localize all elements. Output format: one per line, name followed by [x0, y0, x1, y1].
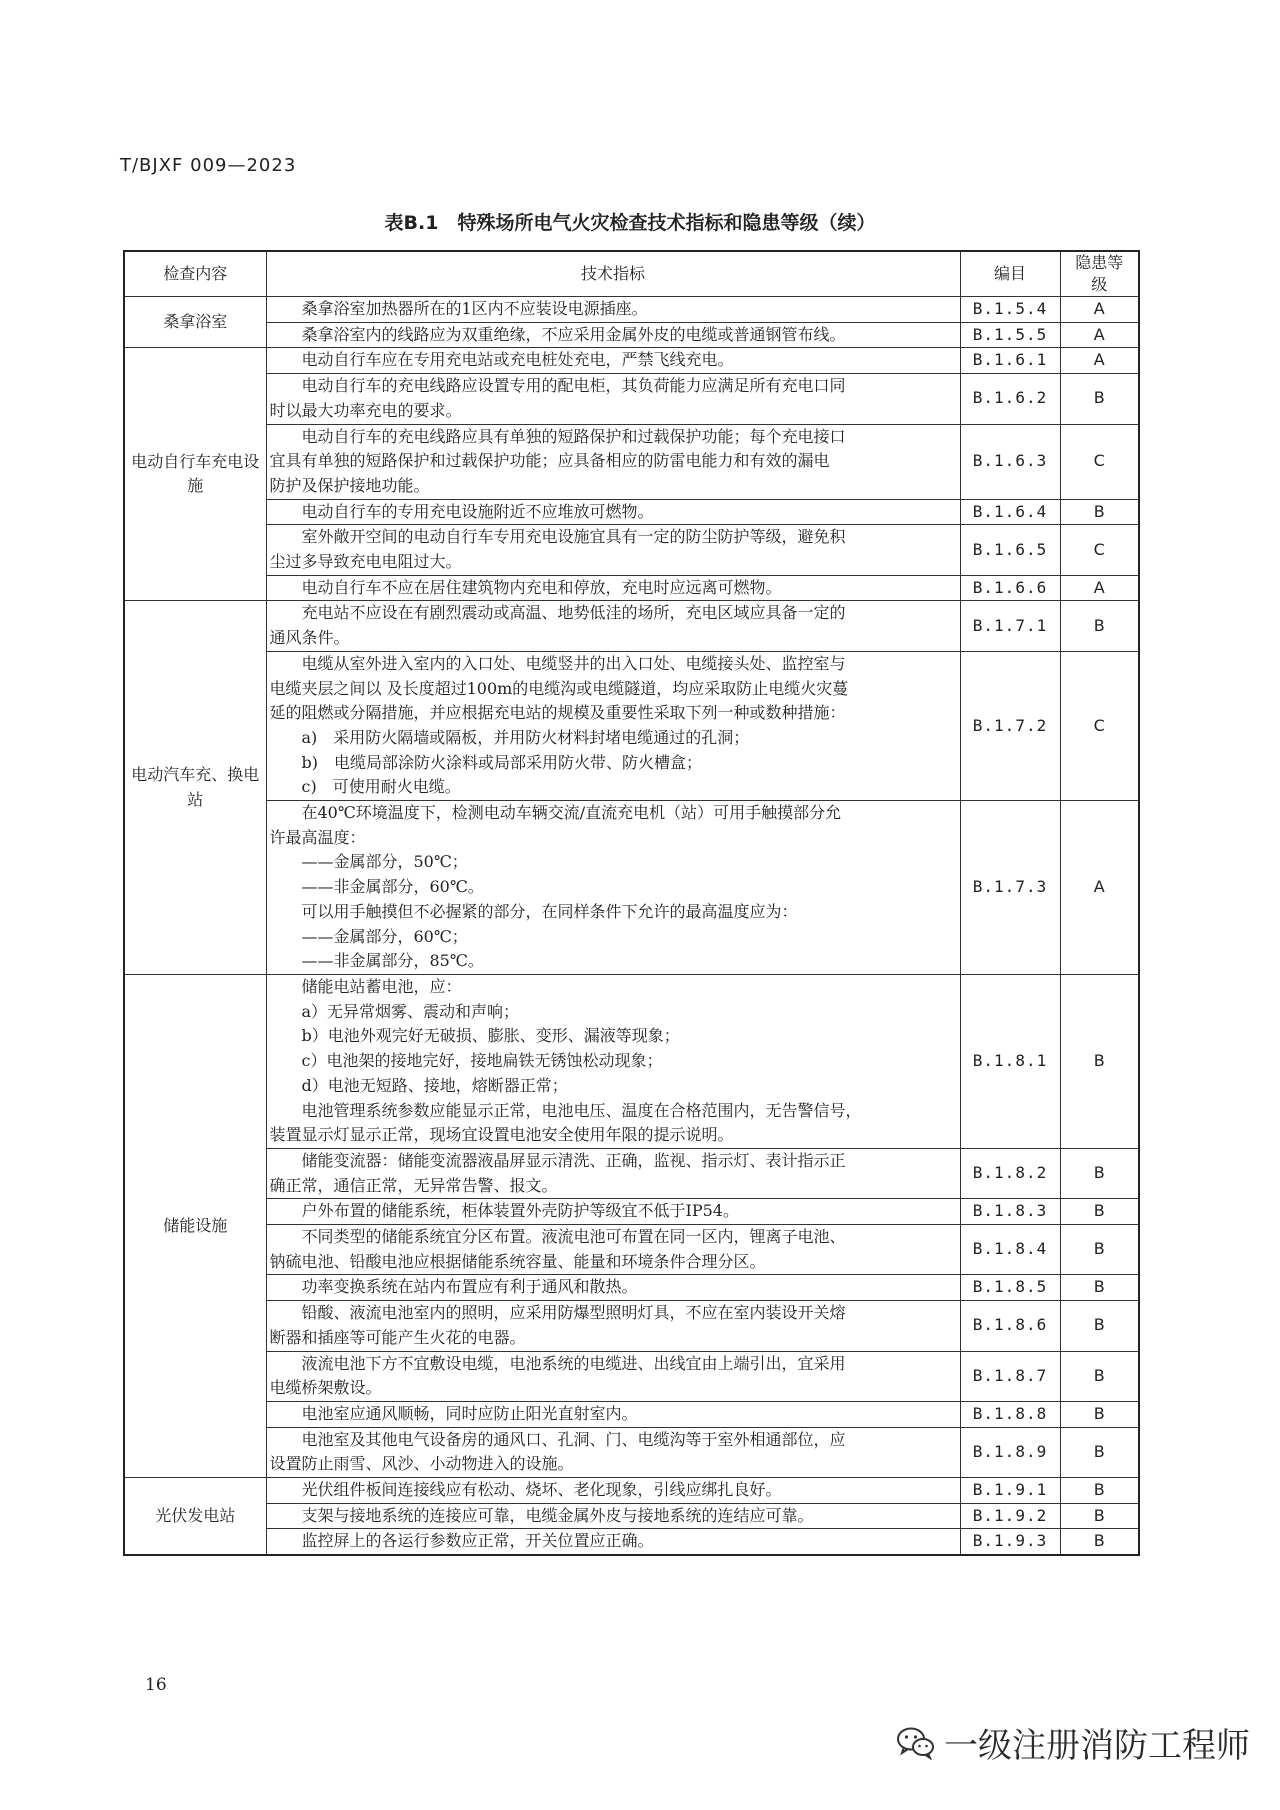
code-cell: B.1.8.8 — [960, 1401, 1060, 1427]
category-cell: 光伏发电站 — [124, 1478, 266, 1556]
indicator-cell — [266, 601, 960, 651]
header-level-label: 隐患等级 — [1075, 253, 1124, 294]
wechat-icon — [896, 1726, 936, 1760]
indicator-line: 时以最大功率充电的要求。 — [269, 400, 462, 420]
level-cell: B — [1060, 1427, 1139, 1477]
indicator-cell — [266, 801, 960, 975]
table-body — [124, 297, 1139, 1556]
category-cell: 电动自行车充电设施 — [124, 348, 266, 601]
indicator-line: c）电池架的接地完好，接地扁铁无锈蚀松动现象； — [269, 1051, 663, 1071]
level-cell: B — [1060, 1503, 1139, 1529]
code-cell: B.1.9.3 — [960, 1529, 1060, 1555]
code-cell: B.1.8.4 — [960, 1225, 1060, 1275]
spec-table — [123, 250, 1140, 1556]
table-row — [124, 1478, 1139, 1504]
code-cell: B.1.5.4 — [960, 297, 1060, 323]
indicator-cell — [266, 1529, 960, 1555]
level-cell: A — [1060, 348, 1139, 374]
indicator-line: 尘过多导致充电电阻过大。 — [269, 552, 462, 572]
indicator-line: 功率变换系统在站内布置应有利于通风和散热。 — [269, 1277, 638, 1297]
level-cell: B — [1060, 1148, 1139, 1198]
indicator-line: ——非金属部分，60℃。 — [269, 877, 484, 897]
indicator-line: 延的阻燃或分隔措施，并应根据充电站的规模及重要性采取下列一种或数种措施： — [269, 703, 846, 723]
table-header-row — [124, 251, 1139, 297]
indicator-line: 光伏组件板间连接线应有松动、烧坏、老化现象，引线应绑扎良好。 — [269, 1480, 782, 1500]
level-cell: B — [1060, 1351, 1139, 1401]
indicator-line: c) 可使用耐火电缆。 — [269, 777, 461, 797]
indicator-line: ——金属部分，60℃； — [269, 926, 468, 946]
code-cell: B.1.7.3 — [960, 801, 1060, 975]
indicator-line: a) 采用防火隔墙或隔板，并用防火材料封堵电缆通过的孔洞； — [269, 727, 750, 747]
indicator-line: 宜具有单独的短路保护和过载保护功能；应具备相应的防雷电能力和有效的漏电 — [269, 451, 830, 471]
indicator-line: 设置防止雨雪、风沙、小动物进入的设施。 — [269, 1454, 574, 1474]
level-cell: B — [1060, 1301, 1139, 1351]
indicator-cell — [266, 374, 960, 424]
indicator-line: 确正常，通信正常，无异常告警、报文。 — [269, 1175, 558, 1195]
level-cell: C — [1060, 525, 1139, 575]
indicator-line: 电缆从室外进入室内的入口处、电缆竖井的出入口处、电缆接头处、监控室与 — [269, 653, 846, 673]
indicator-line: 电缆桥架敷设。 — [269, 1378, 382, 1398]
table-row — [124, 1351, 1139, 1401]
indicator-cell — [266, 1503, 960, 1529]
indicator-line: b）电池外观完好无破损、膨胀、变形、漏液等现象； — [269, 1026, 680, 1046]
indicator-line: 电动自行车的充电线路应设置专用的配电柜，其负荷能力应满足所有充电口同 — [269, 376, 846, 396]
level-cell: A — [1060, 297, 1139, 323]
code-cell: B.1.9.1 — [960, 1478, 1060, 1504]
indicator-line: 不同类型的储能系统宜分区布置。液流电池可布置在同一区内，锂离子电池、 — [269, 1227, 846, 1247]
indicator-cell — [266, 651, 960, 800]
level-cell: B — [1060, 374, 1139, 424]
table-row — [124, 1503, 1139, 1529]
code-cell: B.1.6.6 — [960, 575, 1060, 601]
code-cell: B.1.8.7 — [960, 1351, 1060, 1401]
code-cell: B.1.7.1 — [960, 601, 1060, 651]
table-row — [124, 1401, 1139, 1427]
watermark — [896, 1718, 1250, 1767]
indicator-cell — [266, 1148, 960, 1198]
indicator-cell — [266, 1225, 960, 1275]
indicator-line: 装置显示灯显示正常，现场宜设置电池安全使用年限的提示说明。 — [269, 1125, 734, 1145]
level-cell: B — [1060, 1199, 1139, 1225]
indicator-cell — [266, 1199, 960, 1225]
table-row — [124, 424, 1139, 499]
indicator-line: 可以用手触摸但不必握紧的部分，在同样条件下允许的最高温度应为： — [269, 901, 798, 921]
indicator-line: 户外布置的储能系统，柜体装置外壳防护等级宜不低于IP54。 — [269, 1201, 739, 1221]
table-row — [124, 1301, 1139, 1351]
indicator-line: 监控屏上的各运行参数应正常，开关位置应正确。 — [269, 1531, 654, 1551]
page-number: 16 — [145, 1675, 167, 1695]
indicator-cell — [266, 1427, 960, 1477]
code-cell: B.1.5.5 — [960, 322, 1060, 348]
table-row — [124, 1199, 1139, 1225]
header-level — [1060, 251, 1139, 297]
indicator-cell — [266, 1401, 960, 1427]
indicator-line: 电池管理系统参数应能显示正常，电池电压、温度在合格范围内，无告警信号， — [269, 1100, 862, 1120]
indicator-line: 室外敞开空间的电动自行车专用充电设施宜具有一定的防尘防护等级，避免积 — [269, 527, 846, 547]
indicator-line: 许最高温度： — [269, 827, 366, 847]
level-cell: B — [1060, 974, 1139, 1148]
indicator-line: 电动自行车应在专用充电站或充电桩处充电，严禁飞线充电。 — [269, 350, 734, 370]
level-cell: B — [1060, 601, 1139, 651]
indicator-cell — [266, 322, 960, 348]
code-cell: B.1.6.3 — [960, 424, 1060, 499]
table-row — [124, 297, 1139, 323]
code-cell: B.1.8.1 — [960, 974, 1060, 1148]
table-row — [124, 374, 1139, 424]
indicator-cell — [266, 525, 960, 575]
indicator-cell — [266, 1275, 960, 1301]
level-cell: B — [1060, 1401, 1139, 1427]
table-row — [124, 525, 1139, 575]
code-cell: B.1.6.4 — [960, 499, 1060, 525]
level-cell: B — [1060, 1478, 1139, 1504]
level-cell: B — [1060, 1529, 1139, 1555]
table-row — [124, 575, 1139, 601]
indicator-line: 液流电池下方不宜敷设电缆，电池系统的电缆进、出线宜由上端引出，宜采用 — [269, 1353, 846, 1373]
code-cell: B.1.8.9 — [960, 1427, 1060, 1477]
category-cell: 电动汽车充、换电站 — [124, 601, 266, 975]
indicator-line: 充电站不应设在有剧烈震动或高温、地势低洼的场所，充电区域应具备一定的 — [269, 603, 846, 623]
indicator-line: 电池室应通风顺畅，同时应防止阳光直射室内。 — [269, 1403, 638, 1423]
level-cell: C — [1060, 424, 1139, 499]
indicator-cell — [266, 575, 960, 601]
indicator-line: b) 电缆局部涂防火涂料或局部采用防火带、防火槽盒； — [269, 752, 702, 772]
indicator-line: a）无异常烟雾、震动和声响； — [269, 1001, 520, 1021]
indicator-line: 通风条件。 — [269, 628, 350, 648]
indicator-line: 电缆夹层之间以 及长度超过100m的电缆沟或电缆隧道，均应采取防止电缆火灾蔓 — [269, 678, 849, 698]
indicator-line: 电动自行车的充电线路应具有单独的短路保护和过载保护功能；每个充电接口 — [269, 426, 846, 446]
indicator-line: ——金属部分，50℃； — [269, 852, 468, 872]
indicator-line: 支架与接地系统的连接应可靠，电缆金属外皮与接地系统的连结应可靠。 — [269, 1505, 814, 1525]
indicator-line: 桑拿浴室加热器所在的1区内不应装设电源插座。 — [269, 299, 648, 318]
level-cell: B — [1060, 499, 1139, 525]
table-row — [124, 651, 1139, 800]
table-row — [124, 1148, 1139, 1198]
level-cell: A — [1060, 575, 1139, 601]
table-row — [124, 974, 1139, 1148]
table-row — [124, 322, 1139, 348]
indicator-line: 断器和插座等可能产生火花的电器。 — [269, 1327, 526, 1347]
header-code: 编目 — [960, 251, 1060, 297]
header-category: 检查内容 — [124, 251, 266, 297]
category-cell: 桑拿浴室 — [124, 297, 266, 348]
code-cell: B.1.6.1 — [960, 348, 1060, 374]
indicator-line: 铅酸、液流电池室内的照明，应采用防爆型照明灯具，不应在室内装设开关熔 — [269, 1303, 846, 1323]
standard-code: T/BJXF 009—2023 — [120, 155, 297, 176]
indicator-cell — [266, 424, 960, 499]
indicator-cell — [266, 974, 960, 1148]
code-cell: B.1.7.2 — [960, 651, 1060, 800]
table-row — [124, 1529, 1139, 1555]
code-cell: B.1.9.2 — [960, 1503, 1060, 1529]
indicator-line: 钠硫电池、铅酸电池应根据储能系统容量、能量和环境条件合理分区。 — [269, 1251, 766, 1271]
level-cell: A — [1060, 322, 1139, 348]
table-row — [124, 1225, 1139, 1275]
indicator-line: 在40℃环境温度下，检测电动车辆交流/直流充电机（站）可用手触摸部分允 — [269, 803, 842, 823]
indicator-line: 储能电站蓄电池，应： — [269, 976, 462, 996]
code-cell: B.1.8.6 — [960, 1301, 1060, 1351]
table-row — [124, 1427, 1139, 1477]
level-cell: A — [1060, 801, 1139, 975]
table-row — [124, 601, 1139, 651]
code-cell: B.1.6.5 — [960, 525, 1060, 575]
watermark-text: 一级注册消防工程师 — [944, 1726, 1250, 1766]
indicator-cell — [266, 1478, 960, 1504]
code-cell: B.1.8.5 — [960, 1275, 1060, 1301]
indicator-line: 桑拿浴室内的线路应为双重绝缘，不应采用金属外皮的电缆或普通钢管布线。 — [269, 324, 846, 344]
indicator-cell — [266, 499, 960, 525]
indicator-line: 电池室及其他电气设备房的通风口、孔洞、门、电缆沟等于室外相通部位，应 — [269, 1429, 846, 1449]
table-row — [124, 1275, 1139, 1301]
indicator-line: ——非金属部分，85℃。 — [269, 951, 484, 971]
indicator-line: 储能变流器：储能变流器液晶屏显示清洗、正确，监视、指示灯、表计指示正 — [269, 1150, 846, 1170]
table-row — [124, 348, 1139, 374]
category-cell: 储能设施 — [124, 974, 266, 1477]
code-cell: B.1.6.2 — [960, 374, 1060, 424]
table-row — [124, 499, 1139, 525]
indicator-line: 电动自行车的专用充电设施附近不应堆放可燃物。 — [269, 501, 654, 521]
header-indicator: 技术指标 — [266, 251, 960, 297]
level-cell: B — [1060, 1275, 1139, 1301]
code-cell: B.1.8.2 — [960, 1148, 1060, 1198]
indicator-line: 电动自行车不应在居住建筑物内充电和停放，充电时应远离可燃物。 — [269, 577, 782, 597]
table-row — [124, 801, 1139, 975]
indicator-cell — [266, 1301, 960, 1351]
indicator-line: d）电池无短路、接地，熔断器正常； — [269, 1075, 568, 1095]
indicator-cell — [266, 348, 960, 374]
indicator-cell — [266, 297, 960, 323]
indicator-line: 防护及保护接地功能。 — [269, 475, 430, 495]
level-cell: B — [1060, 1225, 1139, 1275]
code-cell: B.1.8.3 — [960, 1199, 1060, 1225]
table-title: 表B.1 特殊场所电气火灾检查技术指标和隐患等级（续） — [384, 212, 876, 234]
indicator-cell — [266, 1351, 960, 1401]
level-cell: C — [1060, 651, 1139, 800]
